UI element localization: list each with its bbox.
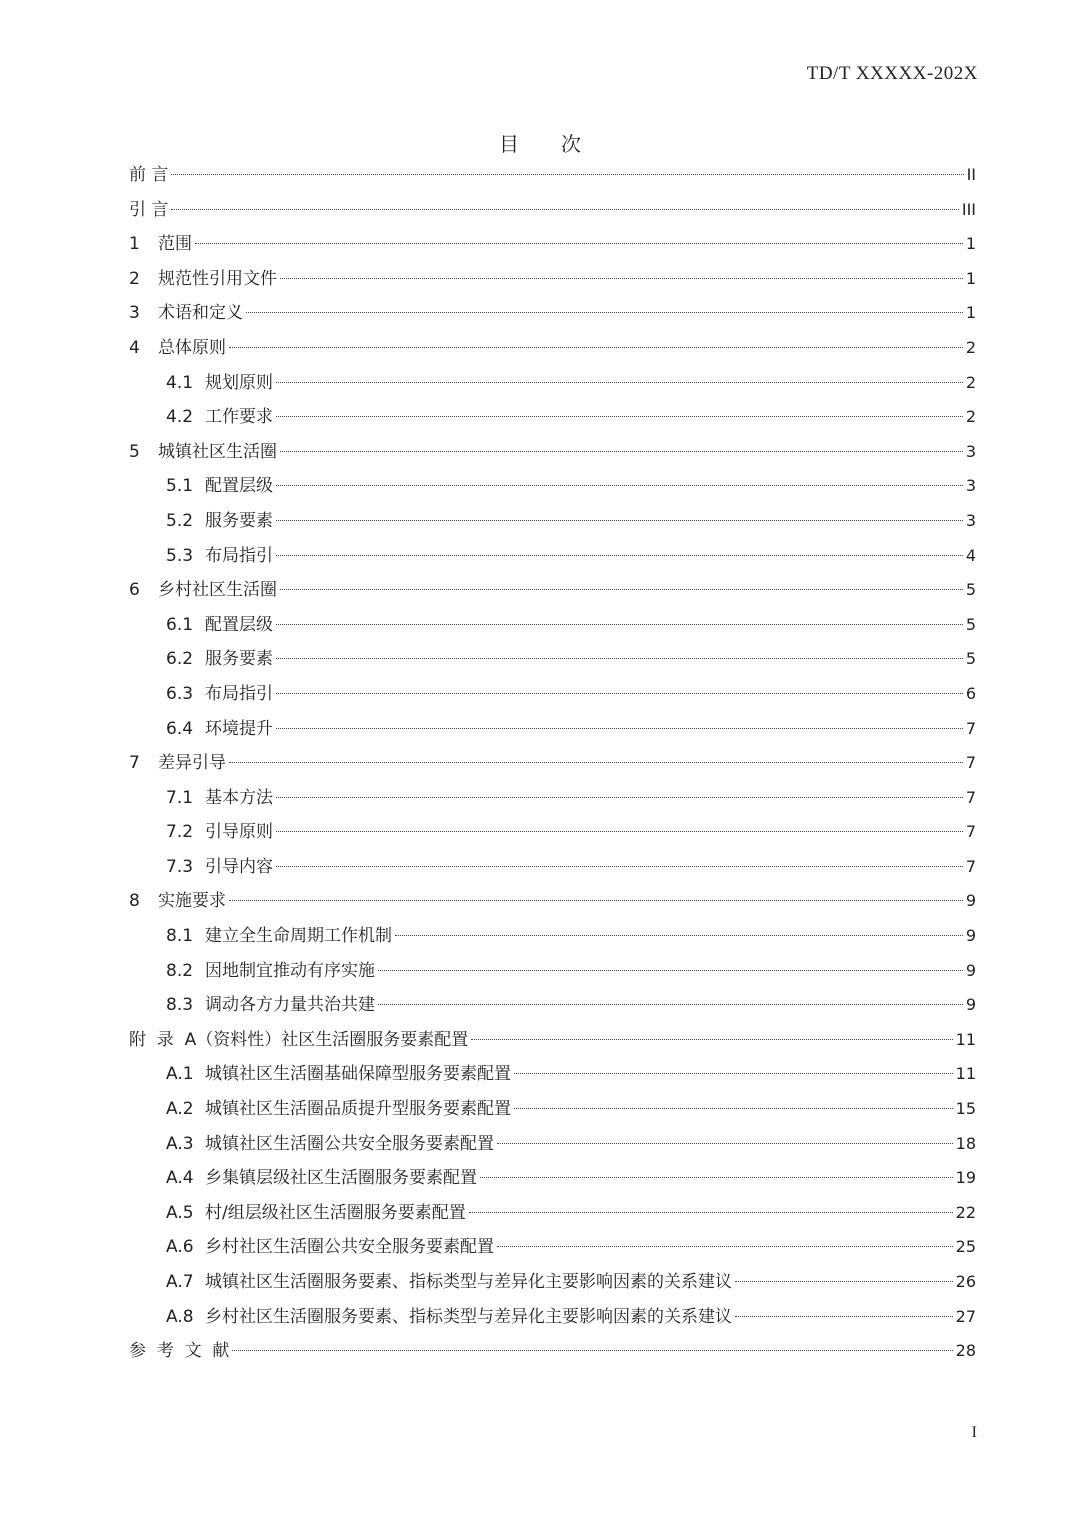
toc-entry[interactable] [129, 1300, 976, 1335]
dot-leader [229, 762, 963, 763]
toc-entry-page: 3 [965, 476, 976, 496]
dot-leader [480, 1177, 953, 1178]
toc-entry-number: 2 [129, 268, 140, 289]
toc-entry-label: 基本方法 [205, 787, 273, 808]
toc-entry-label: 城镇社区生活圈服务要素、指标类型与差异化主要影响因素的关系建议 [205, 1272, 732, 1292]
toc-entry-number: 7.3 [166, 856, 194, 877]
dot-leader [276, 555, 963, 556]
dot-leader [280, 589, 963, 590]
toc-entry-page: 5 [965, 580, 976, 600]
toc-entry[interactable] [129, 1127, 976, 1162]
toc-entry-page: 2 [965, 372, 976, 392]
toc-entry-label: 城镇社区生活圈品质提升型服务要素配置 [205, 1099, 511, 1120]
toc-entry-label: 城镇社区生活圈公共安全服务要素配置 [205, 1133, 494, 1154]
toc-entry[interactable] [129, 296, 976, 331]
dot-leader [514, 1073, 953, 1074]
toc-entry-page: 3 [965, 441, 976, 461]
dot-leader [471, 1039, 952, 1040]
toc-entry[interactable] [129, 573, 976, 608]
toc-entry-page: 7 [965, 787, 976, 807]
toc-entry-page: III [961, 199, 976, 219]
toc-entry-label: 城镇社区生活圈基础保障型服务要素配置 [205, 1064, 511, 1085]
dot-leader [276, 797, 963, 798]
toc-entry-label: 乡集镇层级社区生活圈服务要素配置 [205, 1168, 477, 1189]
toc-title: 目次 [499, 132, 623, 156]
toc-entry-label: 配置层级 [205, 614, 273, 635]
toc-entry-page: 26 [955, 1272, 976, 1291]
toc-entry-number: 4 [129, 337, 140, 358]
toc-entry-page: 5 [965, 649, 976, 669]
dot-leader [497, 1143, 953, 1144]
toc-entry-number: 5.2 [166, 510, 194, 531]
document-code: TD/T XXXXX-202X [806, 63, 978, 84]
toc-entry-page: 18 [955, 1133, 976, 1153]
toc-entry-number: 4.1 [166, 372, 194, 393]
toc-entry[interactable] [129, 1057, 976, 1092]
toc-entry-page: 27 [955, 1306, 976, 1326]
toc-entry-label: 差异引导 [158, 753, 226, 774]
dot-leader [497, 1246, 953, 1247]
toc-entry[interactable] [129, 1161, 976, 1196]
toc-entry-page: 9 [965, 960, 976, 980]
toc-entry[interactable] [129, 400, 976, 435]
toc-entry[interactable] [129, 988, 976, 1023]
dot-leader [276, 624, 963, 625]
toc-entry-page: 11 [955, 1064, 976, 1084]
toc-entry[interactable] [129, 504, 976, 539]
dot-leader [246, 312, 963, 313]
toc-entry-label: 工作要求 [205, 407, 273, 428]
toc-entry-number: 8.2 [166, 960, 194, 981]
dot-leader [514, 1108, 953, 1109]
dot-leader [280, 278, 963, 279]
toc-entry-number: A.8 [166, 1306, 194, 1327]
toc-entry-page: 7 [965, 856, 976, 876]
toc-entry-number: 8.3 [166, 995, 194, 1016]
toc-entry-number: A.6 [166, 1237, 194, 1258]
toc-entry-number: 6.1 [166, 614, 194, 635]
toc-entry-number: 7.2 [166, 822, 194, 843]
toc-entry-page: 7 [965, 753, 976, 773]
toc-entry-number: A.5 [166, 1202, 194, 1223]
dot-leader [735, 1281, 953, 1282]
toc-entry[interactable] [129, 1196, 976, 1231]
dot-leader [171, 174, 963, 175]
toc-entry-label: 因地制宜推动有序实施 [205, 960, 375, 981]
toc-entry-page: 15 [955, 1099, 976, 1119]
toc-entry-number: A.1 [166, 1064, 194, 1085]
toc-entry-number: A.7 [166, 1272, 194, 1292]
toc-entry-page: 3 [965, 510, 976, 530]
toc-entry[interactable] [129, 469, 976, 504]
toc-entry-page: 5 [965, 614, 976, 634]
toc-entry-label: 乡村社区生活圈 [158, 580, 277, 601]
toc-entry-label: 城镇社区生活圈 [158, 441, 277, 462]
dot-leader [229, 900, 963, 901]
toc-entry-page: II [966, 165, 976, 184]
toc-entry[interactable] [129, 1265, 976, 1300]
dot-leader [232, 1350, 952, 1351]
toc-entry-label: 配置层级 [205, 476, 273, 497]
toc-entry-page: 9 [965, 891, 976, 911]
toc-entry-label: 范围 [158, 234, 192, 255]
dot-leader [276, 416, 963, 417]
toc-entry-label: 调动各方力量共治共建 [205, 995, 375, 1016]
toc-entry-number: 1 [129, 234, 140, 255]
toc-entry-page: 2 [965, 407, 976, 427]
toc-entry-page: 19 [955, 1168, 976, 1188]
toc-entry[interactable] [129, 262, 976, 297]
dot-leader [276, 382, 963, 383]
toc-entry[interactable] [129, 642, 976, 677]
toc-entry-number: 5 [129, 441, 140, 462]
toc-entry[interactable] [129, 954, 976, 989]
toc-entry[interactable] [129, 227, 976, 262]
toc-entry-number: 8 [129, 891, 140, 912]
toc-entry[interactable] [129, 1230, 976, 1265]
toc-entry[interactable] [129, 781, 976, 816]
toc-entry-number: 4.2 [166, 407, 194, 428]
dot-leader [378, 1004, 963, 1005]
dot-leader [195, 243, 963, 244]
dot-leader [378, 970, 963, 971]
toc-entry-number: 6 [129, 580, 140, 601]
toc-entry-number: 6.4 [166, 718, 194, 739]
dot-leader [280, 451, 963, 452]
toc-entry[interactable] [129, 1334, 976, 1369]
dot-leader [276, 831, 963, 832]
toc-entry-number: 5.3 [166, 545, 194, 566]
toc-entry-label: 附 录 A（资料性）社区生活圈服务要素配置 [129, 1029, 469, 1050]
dot-leader [276, 693, 963, 694]
toc-entry-page: 7 [965, 718, 976, 738]
toc-entry-label: 服务要素 [205, 649, 273, 670]
toc-entry-number: 7 [129, 753, 140, 774]
toc-entry-number: A.4 [166, 1168, 194, 1189]
toc-entry-number: A.2 [166, 1099, 194, 1120]
toc-entry[interactable] [129, 1092, 976, 1127]
toc-entry[interactable] [129, 435, 976, 470]
toc-entry-page: 11 [955, 1029, 976, 1049]
toc-entry[interactable] [129, 677, 976, 712]
toc-entry-page: 25 [955, 1237, 976, 1257]
toc-entry[interactable] [129, 815, 976, 850]
dot-leader [276, 658, 963, 659]
toc-entry-label: 布局指引 [205, 545, 273, 566]
toc-entry[interactable] [129, 366, 976, 401]
toc-entry[interactable] [129, 608, 976, 643]
toc-entry-label: 服务要素 [205, 510, 273, 531]
toc-entry-label: 引 言 [129, 199, 169, 220]
toc-entry-page: 2 [965, 337, 976, 357]
dot-leader [395, 935, 963, 936]
toc-entry-label: 乡村社区生活圈服务要素、指标类型与差异化主要影响因素的关系建议 [205, 1306, 732, 1327]
toc-entry-label: 村/组层级社区生活圈服务要素配置 [205, 1202, 466, 1223]
toc-entry[interactable] [129, 850, 976, 885]
toc-entry-page: 4 [965, 545, 976, 565]
toc-entry-number: A.3 [166, 1133, 194, 1154]
dot-leader [229, 347, 963, 348]
toc-entry-page: 22 [955, 1202, 976, 1222]
toc-entry-page: 6 [965, 683, 976, 703]
toc-entry-label: 前 言 [129, 165, 169, 185]
toc-entry-page: 7 [965, 822, 976, 842]
toc-entry-page: 1 [965, 268, 976, 288]
toc-entry-label: 规范性引用文件 [158, 268, 277, 289]
toc-entry-number: 5.1 [166, 476, 194, 497]
toc-entry-number: 6.3 [166, 683, 194, 704]
toc-entry-number: 6.2 [166, 649, 194, 670]
dot-leader [735, 1316, 953, 1317]
toc-entry[interactable] [129, 1023, 976, 1058]
toc-entry[interactable] [129, 919, 976, 954]
toc-entry[interactable] [129, 712, 976, 747]
toc-entry-number: 3 [129, 303, 140, 324]
toc-entry-number: 7.1 [166, 787, 194, 808]
toc-entry[interactable] [129, 884, 976, 919]
toc-entry-label: 建立全生命周期工作机制 [205, 926, 392, 947]
table-of-contents [129, 158, 976, 1369]
dot-leader [171, 209, 958, 210]
dot-leader [276, 728, 963, 729]
toc-entry-label: 乡村社区生活圈公共安全服务要素配置 [205, 1237, 494, 1258]
toc-entry-number: 8.1 [166, 926, 194, 947]
dot-leader [276, 485, 963, 486]
toc-entry[interactable] [129, 746, 976, 781]
toc-entry-label: 环境提升 [205, 718, 273, 739]
toc-entry[interactable] [129, 193, 976, 228]
toc-entry-label: 术语和定义 [158, 303, 243, 324]
toc-entry[interactable] [129, 539, 976, 574]
dot-leader [276, 866, 963, 867]
toc-entry-page: 1 [965, 303, 976, 323]
toc-entry-label: 参 考 文 献 [129, 1341, 230, 1362]
toc-entry-label: 布局指引 [205, 683, 273, 704]
page-number: I [971, 1424, 977, 1441]
toc-entry-page: 9 [965, 926, 976, 946]
toc-entry-label: 总体原则 [158, 337, 226, 358]
toc-entry-page: 28 [955, 1341, 976, 1361]
toc-entry-page: 1 [965, 234, 976, 254]
toc-entry-label: 引导内容 [205, 856, 273, 877]
toc-entry-label: 实施要求 [158, 891, 226, 912]
toc-entry-label: 引导原则 [205, 822, 273, 843]
toc-entry[interactable] [129, 158, 976, 193]
dot-leader [276, 520, 963, 521]
toc-entry-label: 规划原则 [205, 372, 273, 393]
toc-entry-page: 9 [965, 995, 976, 1015]
dot-leader [469, 1212, 953, 1213]
toc-entry[interactable] [129, 331, 976, 366]
